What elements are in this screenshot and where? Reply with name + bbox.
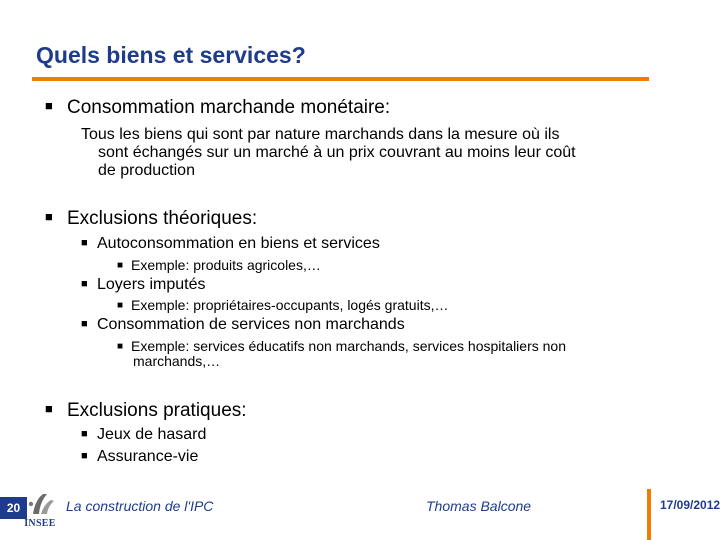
- square-bullet-icon: ■: [81, 278, 88, 290]
- logo-text: INSEE: [24, 518, 56, 529]
- example-text: Exemple: produits agricoles,…: [131, 257, 321, 273]
- list-item-label: Assurance-vie: [97, 448, 199, 465]
- example-item: [117, 257, 321, 273]
- presentation-title: La construction de l'IPC: [66, 498, 214, 514]
- square-bullet-icon: ■: [45, 209, 53, 224]
- square-bullet-icon: ■: [117, 300, 124, 311]
- example-item: [117, 297, 448, 313]
- square-bullet-icon: ■: [81, 318, 88, 330]
- square-bullet-icon: ■: [117, 260, 124, 271]
- section-exclusions-pratiques: [45, 400, 247, 422]
- section-heading: Exclusions pratiques:: [67, 400, 247, 421]
- example-text: Exemple: services éducatifs non marchands, services hospitaliers non: [131, 338, 566, 354]
- list-item: [81, 235, 380, 253]
- list-item-label: Autoconsommation en biens et services: [97, 235, 380, 252]
- definition-line-1: Tous les biens qui sont par nature marchands dans la mesure où ils: [81, 126, 560, 143]
- insee-logo: [23, 488, 57, 538]
- section-heading: Exclusions théoriques:: [67, 208, 258, 229]
- section-consommation-marchande: [45, 97, 390, 119]
- square-bullet-icon: ■: [117, 341, 124, 352]
- slide-title: Quels biens et services?: [36, 42, 306, 68]
- definition-line-2: sont échangés sur un marché à un prix couvrant au moins leur coût: [98, 144, 576, 161]
- square-bullet-icon: ■: [45, 98, 53, 113]
- section-heading: Consommation marchande monétaire:: [67, 97, 391, 118]
- logo-mark-icon: [23, 488, 57, 518]
- list-item: [81, 316, 405, 334]
- list-item: [81, 426, 206, 444]
- list-item: [81, 276, 206, 294]
- square-bullet-icon: ■: [81, 450, 88, 462]
- list-item-label: Consommation de services non marchands: [97, 316, 405, 333]
- square-bullet-icon: ■: [45, 401, 53, 416]
- title-underline: [32, 77, 649, 81]
- list-item-label: Loyers imputés: [97, 276, 206, 293]
- square-bullet-icon: ■: [81, 237, 88, 249]
- list-item: [81, 448, 198, 466]
- square-bullet-icon: ■: [81, 428, 88, 440]
- footer-accent-bar: [647, 489, 651, 540]
- page-number: 20: [0, 497, 27, 519]
- author-name: Thomas Balcone: [426, 498, 532, 514]
- presentation-date: 17/09/2012: [660, 498, 720, 512]
- example-text: Exemple: propriétaires-occupants, logés gratuits,…: [131, 297, 449, 313]
- example-item: [117, 338, 566, 354]
- definition-line-3: de production: [98, 162, 195, 179]
- example-text-continued: marchands,…: [133, 353, 221, 369]
- list-item-label: Jeux de hasard: [97, 426, 207, 443]
- section-exclusions-theoriques: [45, 208, 257, 230]
